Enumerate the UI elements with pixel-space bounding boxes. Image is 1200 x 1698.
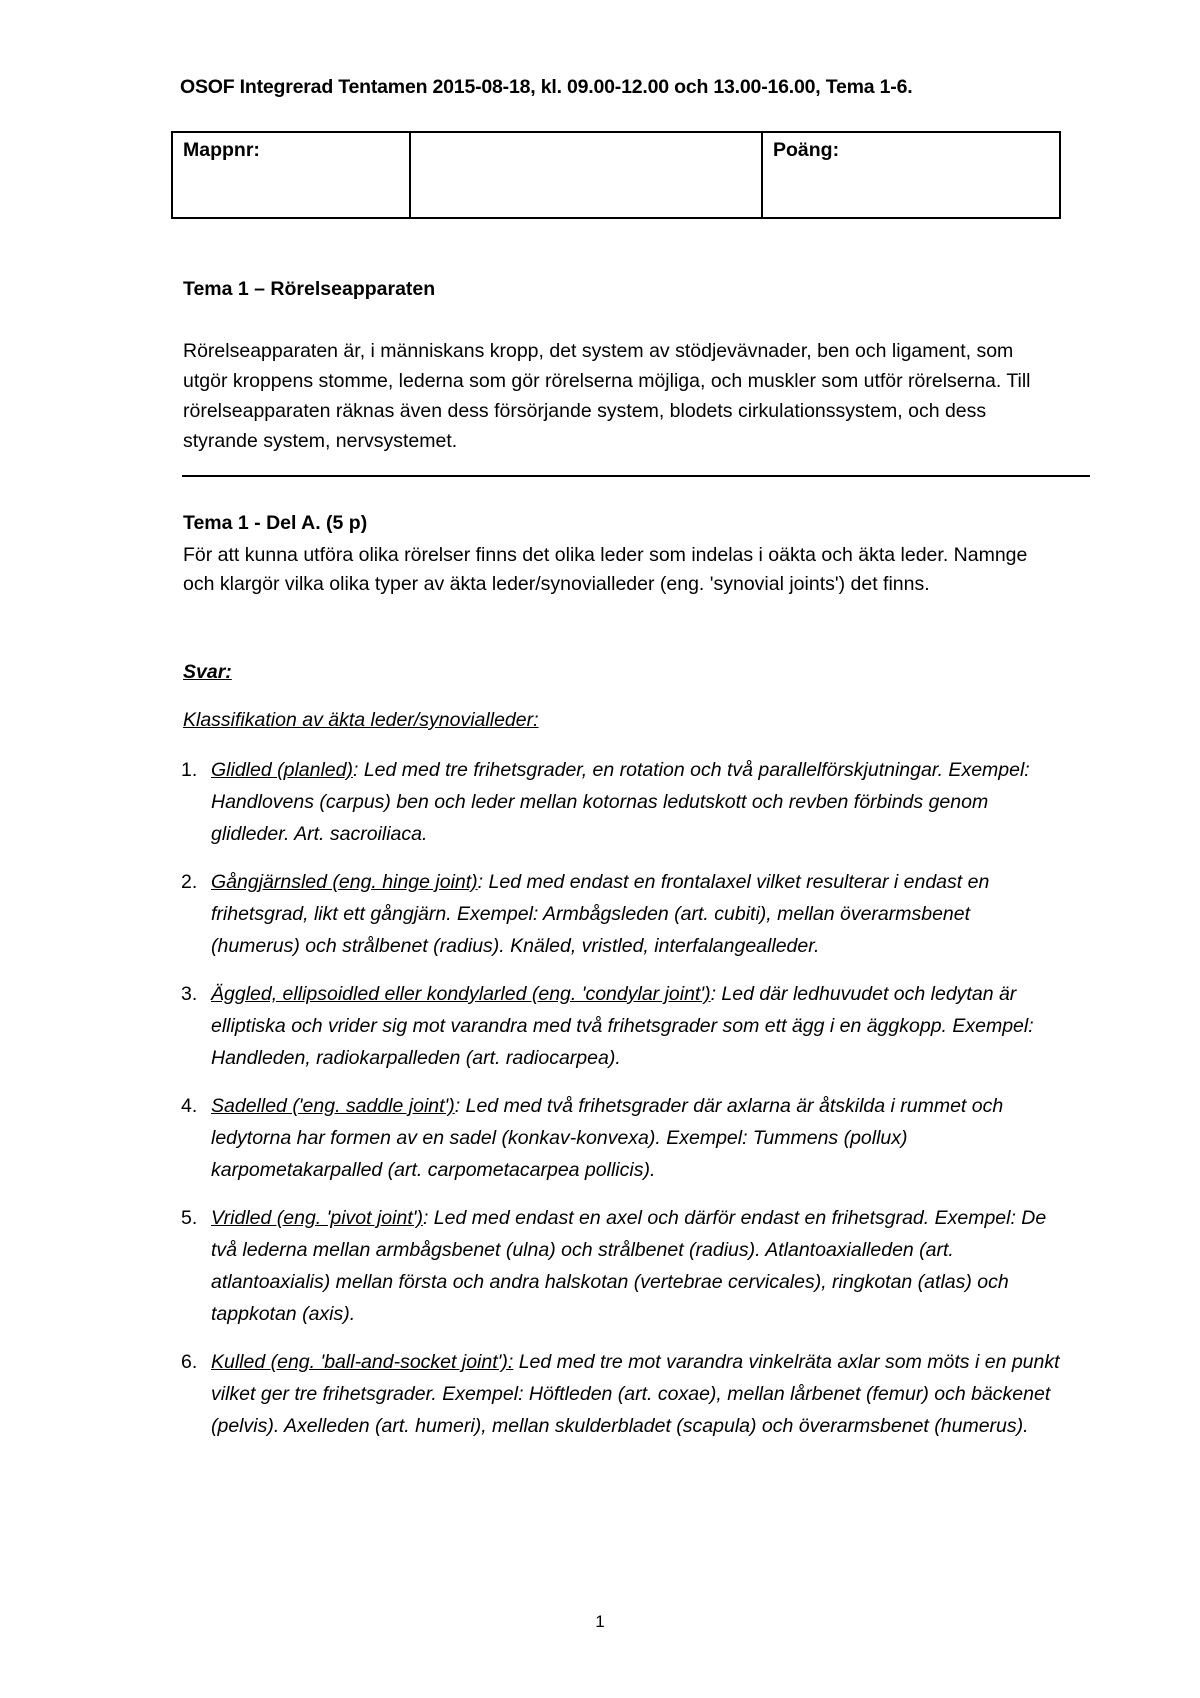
list-item-term: Sadelled ('eng. saddle joint') bbox=[211, 1095, 455, 1117]
del-a-question: För att kunna utföra olika rörelser finns det olika leder som indelas i oäkta och äkta leder. Namnge och klargör vilka olika typer av äkta leder/synovialleder (eng. 'synovial joints') det finns. bbox=[183, 544, 1028, 595]
list-item-text: Led med tre mot varandra vinkelräta axlar som möts i en punkt vilket ger tre frihetsgrader. Exempel: Höftleden (art. coxae), mellan lårbenet (femur) och bäckenet (pelvis). Axelleden (art. humeri), mellan skulderbladet (scapula) och överarmsbenet (humerus). bbox=[211, 1351, 1060, 1437]
list-item bbox=[181, 1090, 1061, 1186]
list-item-number: 3. bbox=[181, 983, 198, 1005]
mappnr-label: Mappnr: bbox=[183, 139, 260, 161]
tema-title: Tema 1 – Rörelseapparaten bbox=[183, 278, 436, 300]
list-item bbox=[181, 978, 1061, 1074]
exam-header-title: OSOF Integrerad Tentamen 2015-08-18, kl. 09.00-12.00 och 13.00-16.00, Tema 1-6. bbox=[180, 76, 913, 98]
list-item bbox=[181, 1346, 1061, 1442]
poang-cell bbox=[762, 132, 1060, 218]
id-score-table bbox=[171, 131, 1061, 219]
list-item-term: Vridled (eng. 'pivot joint') bbox=[211, 1207, 423, 1229]
mappnr-value-field bbox=[410, 132, 762, 218]
list-item-term: Kulled (eng. 'ball-and-socket joint'): bbox=[211, 1351, 514, 1373]
del-a-title: Tema 1 - Del A. (5 p) bbox=[183, 512, 368, 534]
mappnr-label-cell bbox=[172, 132, 410, 218]
list-item-term: Äggled, ellipsoidled eller kondylarled (eng. 'condylar joint') bbox=[211, 983, 711, 1005]
svar-label: Svar: bbox=[183, 661, 232, 683]
list-item-text: : Led med tre frihetsgrader, en rotation och två parallelförskjutningar. Exempel: Handlovens (carpus) ben och leder mellan kotornas ledutskott och revben förbinds genom glidleder. Art. sacroiliaca. bbox=[211, 759, 1030, 845]
list-item-number: 4. bbox=[181, 1095, 198, 1117]
poang-label: Poäng: bbox=[773, 139, 840, 161]
list-item-text: : Led med endast en frontalaxel vilket resulterar i endast en frihetsgrad, likt ett gångjärn. Exempel: Armbågsleden (art. cubiti), mellan överarmsbenet (humerus) och strålbenet (radius). Knäled, vristled, interfalangealleder. bbox=[211, 871, 990, 957]
list-item bbox=[181, 754, 1061, 850]
list-item-text: : Led med endast en axel och därför endast en frihetsgrad. Exempel: De två lederna mellan armbågsbenet (ulna) och strålbenet (radius). Atlantoaxialleden (art. atlantoaxialis) mellan första och andra halskotan (vertebrae cervicales), ringkotan (atlas) och tappkotan (axis). bbox=[211, 1207, 1047, 1325]
list-item-term: Gångjärnsled (eng. hinge joint) bbox=[211, 871, 478, 893]
list-item bbox=[181, 866, 1061, 962]
joint-type-list bbox=[181, 754, 1061, 1458]
classification-heading: Klassifikation av äkta leder/synovialleder: bbox=[183, 709, 539, 731]
list-item-number: 6. bbox=[181, 1351, 198, 1373]
list-item-number: 5. bbox=[181, 1207, 198, 1229]
list-item-text: : Led med två frihetsgrader där axlarna är åtskilda i rummet och ledytorna har formen av en sadel (konkav-konvexa). Exempel: Tummens (pollux) karpometakarpalled (art. carpometacarpea pollicis). bbox=[211, 1095, 1004, 1181]
list-item-term: Glidled (planled) bbox=[211, 759, 353, 781]
list-item-text: : Led där ledhuvudet och ledytan är elliptiska och vrider sig mot varandra med två frihetsgrader som ett ägg i en äggkopp. Exempel: Handleden, radiokarpalleden (art. radiocarpea). bbox=[211, 983, 1034, 1069]
list-item-number: 1. bbox=[181, 759, 198, 781]
list-item bbox=[181, 1202, 1061, 1330]
list-item-number: 2. bbox=[181, 871, 198, 893]
section-divider bbox=[182, 475, 1090, 477]
page-number: 1 bbox=[595, 1612, 605, 1631]
tema-intro-paragraph: Rörelseapparaten är, i människans kropp, det system av stödjevävnader, ben och ligament, som utgör kroppens stomme, lederna som gör rörelserna möjliga, och muskler som utför rörelserna. Till rörelseapparaten räknas även dess försörjande system, blodets cirkulationssystem, och dess styrande system, nervsystemet. bbox=[183, 340, 1031, 452]
